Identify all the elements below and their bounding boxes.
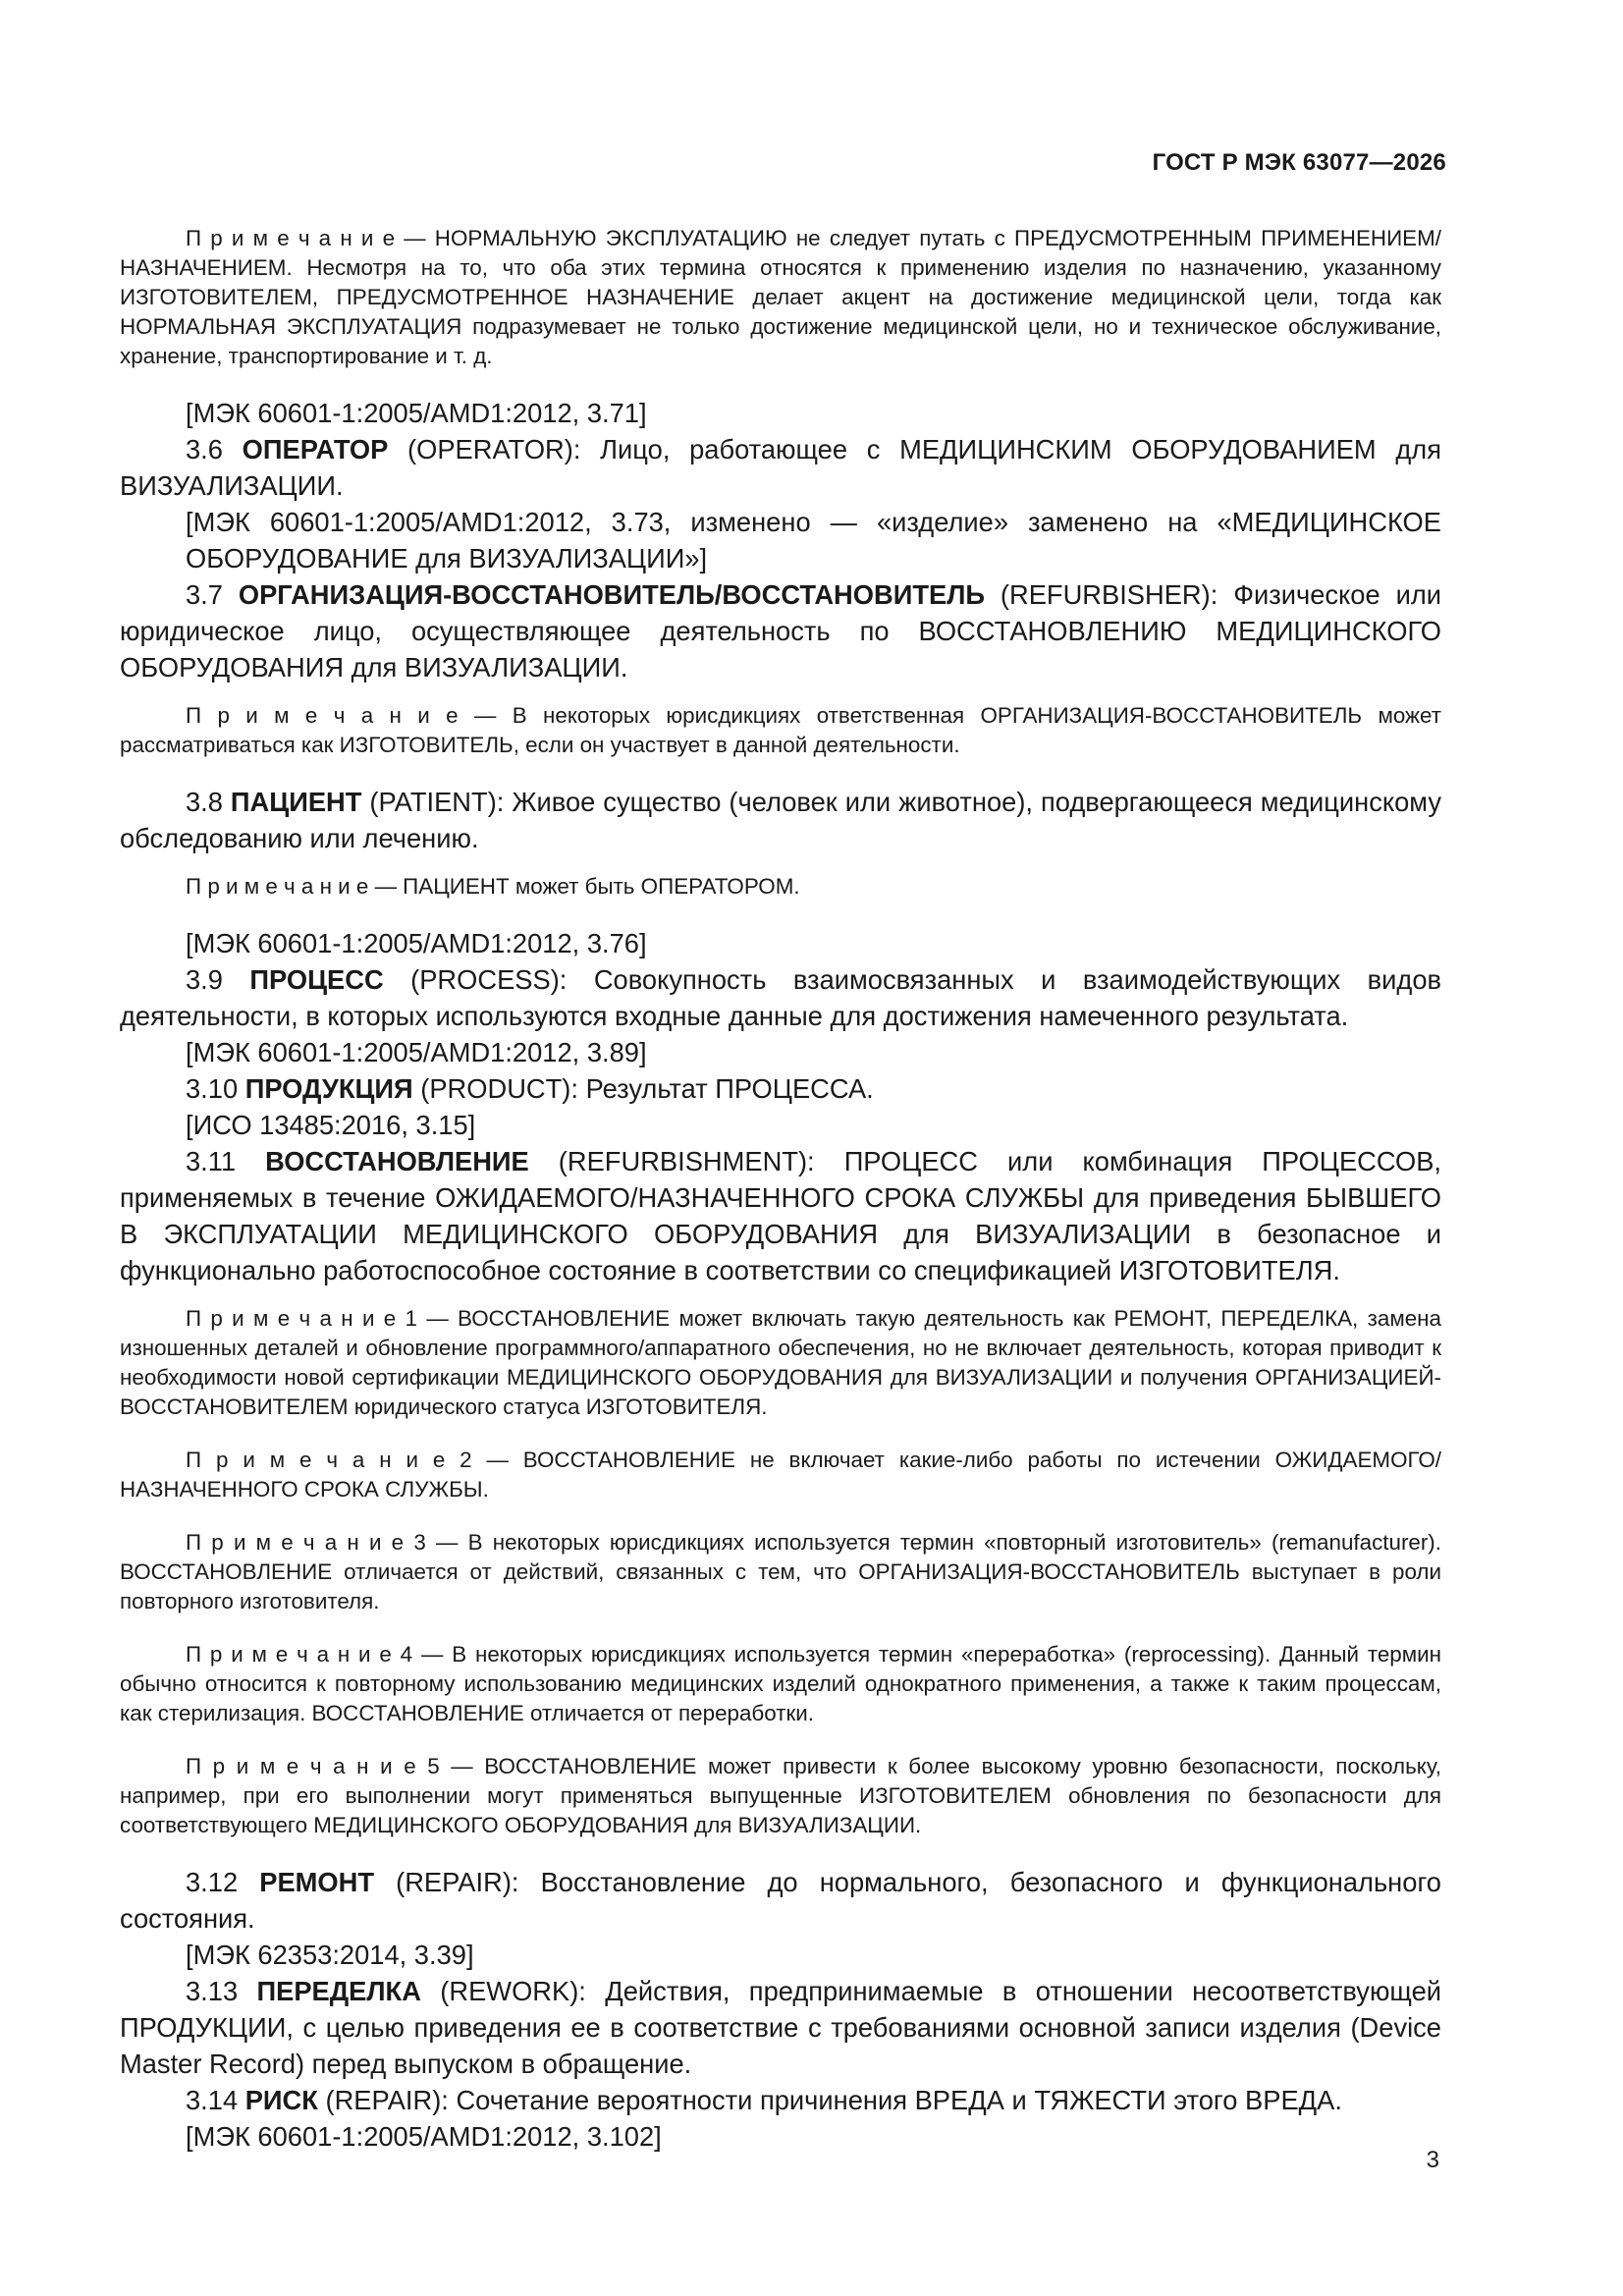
- note-3: П р и м е ч а н и е 3 — В некоторых юрисдикциях используется термин «повторный изготовитель» (remanufacturer). ВОССТАНОВЛЕНИЕ отличается от действий, связанных с тем, что ОРГАНИЗАЦИЯ-ВОССТАНОВИТЕЛЬ выступает в роли повторного изготовителя.: [120, 1530, 1441, 1613]
- term-3-9: 3.9 ПРОЦЕСС (PROCESS): Совокупность взаимосвязанных и взаимодействующих видов деятельности, в которых используются входные данные для достижения намеченного результата.: [120, 964, 1442, 1031]
- term-name: РЕМОНТ: [259, 1867, 375, 1897]
- reference: [МЭК 60601-1:2005/AMD1:2012, 3.71]: [186, 398, 647, 428]
- term-3-13: 3.13 ПЕРЕДЕЛКА (REWORK): Действия, предпринимаемые в отношении несоответствующей ПРОДУКЦИИ, с целью приведения ее в соответствие с требованиями основной записи изделия (Device Master Record) перед выпуском в обращение.: [120, 1976, 1441, 2079]
- term-3-11: 3.11 ВОССТАНОВЛЕНИЕ (REFURBISHMENT): ПРОЦЕСС или комбинация ПРОЦЕССОВ, применяемых в течение ОЖИДАЕМОГО/НАЗНАЧЕННОГО СРОКА СЛУЖБЫ для приведения БЫВШЕГО В ЭКСПЛУАТАЦИИ МЕДИЦИНСКОГО ОБОРУДОВАНИЯ для ВИЗУАЛИЗАЦИИ в безопасное и функционально работоспособное состояние в соответствии со спецификацией ИЗГОТОВИТЕЛЯ.: [120, 1146, 1441, 1285]
- reference: [ИСО 13485:2016, 3.15]: [186, 1110, 476, 1140]
- term-name: ПРОЦЕСС: [249, 964, 384, 995]
- reference: [МЭК 60601-1:2005/AMD1:2012, 3.89]: [186, 1037, 647, 1067]
- note-label: П р и м е ч а н и е 3: [186, 1530, 426, 1555]
- term-name: ПЕРЕДЕЛКА: [256, 1976, 421, 2006]
- term-name: ПАЦИЕНТ: [230, 787, 362, 817]
- page-content: [120, 224, 1441, 2155]
- note-2: П р и м е ч а н и е 2 — ВОССТАНОВЛЕНИЕ не включает какие-либо работы по истечении ОЖИДАЕМОГО/НАЗНАЧЕННОГО СРОКА СЛУЖБЫ.: [120, 1448, 1441, 1502]
- note-label: П р и м е ч а н и е 5: [186, 1754, 440, 1778]
- term-name: ПРОДУКЦИЯ: [244, 1073, 413, 1104]
- note-label: П р и м е ч а н и е: [186, 703, 459, 728]
- term-name: ВОССТАНОВЛЕНИЕ: [265, 1146, 529, 1176]
- note-refurbisher: П р и м е ч а н и е — В некоторых юрисдикциях ответственная ОРГАНИЗАЦИЯ-ВОССТАНОВИТЕЛЬ может рассматриваться как ИЗГОТОВИТЕЛЬ, если он участвует в данной деятельности.: [120, 703, 1441, 757]
- reference: [МЭК 60601-1:2005/AMD1:2012, 3.76]: [186, 928, 647, 958]
- term-name: ОПЕРАТОР: [242, 434, 389, 465]
- note-patient: П р и м е ч а н и е — ПАЦИЕНТ может быть ОПЕРАТОРОМ.: [186, 874, 800, 899]
- note-label: П р и м е ч а н и е 1: [186, 1306, 417, 1331]
- note-normal-use: П р и м е ч а н и е — НОРМАЛЬНУЮ ЭКСПЛУАТАЦИЮ не следует путать с ПРЕДУСМОТРЕННЫМ ПРИМЕНЕНИЕМ/НАЗНАЧЕНИЕМ. Несмотря на то, что оба этих термина относятся к применению изделия по назначению, указанному ИЗГОТОВИТЕЛЕМ, ПРЕДУСМОТРЕННОЕ НАЗНАЧЕНИЕ делает акцент на достижение медицинской цели, тогда как НОРМАЛЬНАЯ ЭКСПЛУАТАЦИЯ подразумевает не только достижение медицинской цели, но и техническое обслуживание, хранение, транспортирование и т. д.: [120, 226, 1441, 368]
- note-4: П р и м е ч а н и е 4 — В некоторых юрисдикциях используется термин «переработка» (reprocessing). Данный термин обычно относится к повторному использованию медицинских изделий однократного применения, а также к таким процессам, как стерилизация. ВОССТАНОВЛЕНИЕ отличается от переработки.: [120, 1642, 1441, 1725]
- term-3-6: 3.6 ОПЕРАТОР (OPERATOR): Лицо, работающее с МЕДИЦИНСКИМ ОБОРУДОВАНИЕМ для ВИЗУАЛИЗАЦИИ.: [120, 434, 1441, 501]
- note-5: П р и м е ч а н и е 5 — ВОССТАНОВЛЕНИЕ может привести к более высокому уровню безопасности, поскольку, например, при его выполнении могут применяться выпущенные ИЗГОТОВИТЕЛЕМ обновления по безопасности для соответствующего МЕДИЦИНСКОГО ОБОРУДОВАНИЯ для ВИЗУАЛИЗАЦИИ.: [120, 1754, 1441, 1837]
- term-3-7: 3.7 ОРГАНИЗАЦИЯ-ВОССТАНОВИТЕЛЬ/ВОССТАНОВИТЕЛЬ (REFURBISHER): Физическое или юридическое лицо, осуществляющее деятельность по ВОССТАНОВЛЕНИЮ МЕДИЦИНСКОГО ОБОРУДОВАНИЯ для ВИЗУАЛИЗАЦИИ.: [120, 579, 1441, 683]
- page-number: 3: [1426, 2147, 1439, 2173]
- term-3-12: 3.12 РЕМОНТ (REPAIR): Восстановление до нормального, безопасного и функционального состояния.: [120, 1867, 1441, 1934]
- standard-header: ГОСТ Р МЭК 63077—2026: [1152, 149, 1446, 176]
- term-3-8: 3.8 ПАЦИЕНТ (PATIENT): Живое существо (человек или животное), подвергающееся медицинскому обследованию или лечению.: [120, 787, 1442, 853]
- reference: [МЭК 60601-1:2005/AMD1:2012, 3.73, изменено — «изделие» заменено на «МЕДИЦИНСКОЕ ОБОРУДОВАНИЕ для ВИЗУАЛИЗАЦИИ»]: [186, 507, 1441, 574]
- note-label: П р и м е ч а н и е: [186, 226, 396, 250]
- note-label: П р и м е ч а н и е 2: [186, 1448, 472, 1472]
- term-name: ОРГАНИЗАЦИЯ-ВОССТАНОВИТЕЛЬ/ВОССТАНОВИТЕЛЬ: [238, 579, 985, 610]
- note-label: П р и м е ч а н и е: [186, 874, 369, 899]
- note-label: П р и м е ч а н и е 4: [186, 1642, 413, 1667]
- term-3-14: 3.14 РИСК (REPAIR): Сочетание вероятности причинения ВРЕДА и ТЯЖЕСТИ этого ВРЕДА.: [186, 2085, 1342, 2115]
- term-3-10: 3.10 ПРОДУКЦИЯ (PRODUCT): Результат ПРОЦЕССА.: [186, 1073, 874, 1104]
- reference: [МЭК 62353:2014, 3.39]: [186, 1940, 474, 1970]
- reference: [МЭК 60601-1:2005/AMD1:2012, 3.102]: [186, 2121, 662, 2152]
- term-name: РИСК: [244, 2085, 318, 2115]
- note-1: П р и м е ч а н и е 1 — ВОССТАНОВЛЕНИЕ может включать такую деятельность как РЕМОНТ, ПЕРЕДЕЛКА, замена изношенных деталей и обновление программного/аппаратного обеспечения, но не включает деятельность, которая приводит к необходимости новой сертификации МЕДИЦИНСКОГО ОБОРУДОВАНИЯ для ВИЗУАЛИЗАЦИИ и получения ОРГАНИЗАЦИЕЙ-ВОССТАНОВИТЕЛЕМ юридического статуса ИЗГОТОВИТЕЛЯ.: [120, 1306, 1441, 1419]
